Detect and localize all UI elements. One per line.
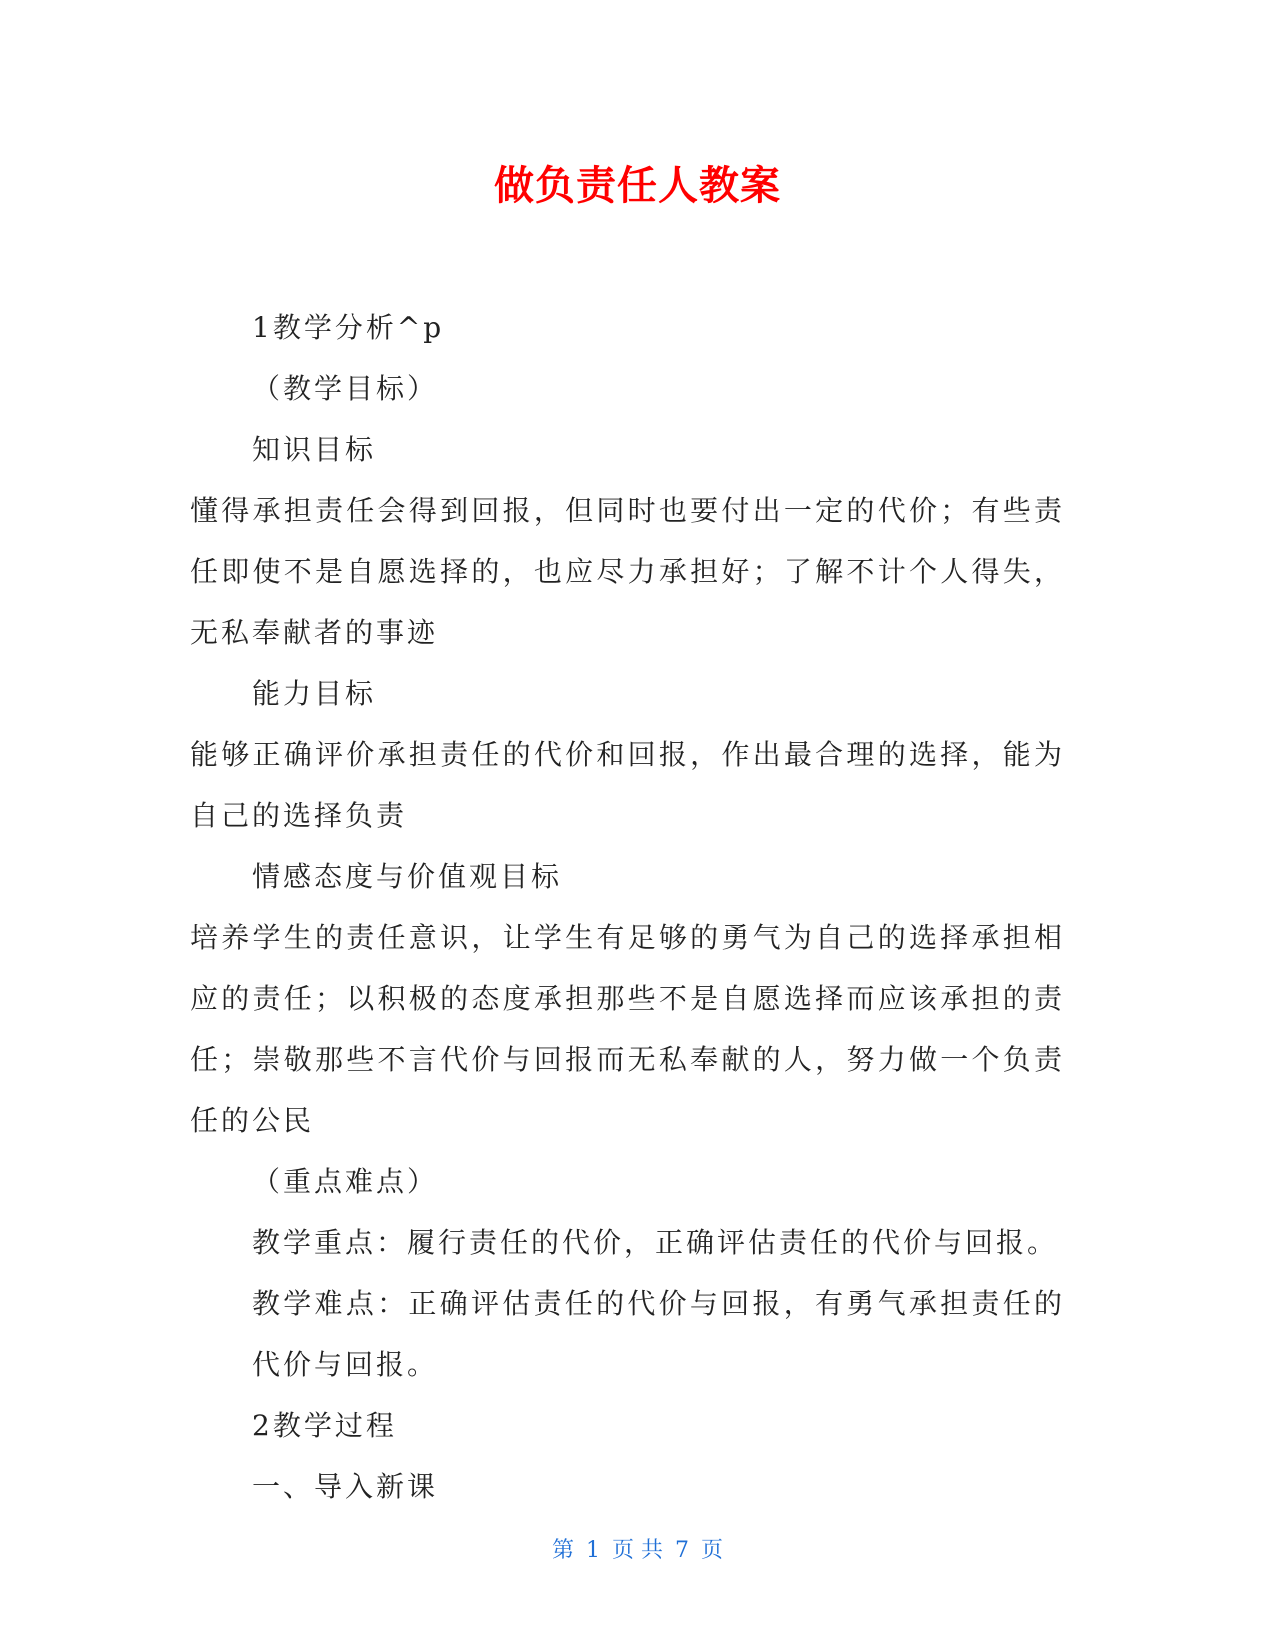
- page-footer: [0, 1536, 1275, 1566]
- paragraph-attitude-goals: 培养学生的责任意识，让学生有足够的勇气为自己的选择承担相应的责任；以积极的态度承担那些不是自愿选择而应该承担的责任；崇敬那些不言代价与回报而无私奉献的人，努力做一个负责任的公民: [190, 921, 1065, 1137]
- footer-label-end: 页: [701, 1538, 724, 1563]
- paragraph-heading-analysis: 1教学分析^p: [252, 311, 445, 344]
- paragraph-difficult-point: 教学难点：正确评估责任的代价与回报，有勇气承担责任的代价与回报。: [252, 1287, 1065, 1381]
- paragraph-ability-goals-heading: 能力目标: [252, 677, 377, 710]
- paragraph-teaching-goals: （教学目标）: [252, 372, 439, 405]
- document-body: [190, 297, 1065, 1517]
- paragraph-attitude-goals-heading: 情感态度与价值观目标: [252, 860, 563, 893]
- document-title: 做负责任人教案: [494, 163, 781, 209]
- paragraph-key-points-heading: （重点难点）: [252, 1165, 439, 1198]
- paragraph-process-heading: 2教学过程: [252, 1409, 397, 1442]
- paragraph-intro-heading: 一、导入新课: [252, 1470, 439, 1503]
- paragraph-ability-goals: 能够正确评价承担责任的代价和回报，作出最合理的选择，能为自己的选择负责: [190, 738, 1065, 832]
- footer-current-page: 1: [586, 1538, 600, 1563]
- paragraph-key-point: 教学重点：履行责任的代价，正确评估责任的代价与回报。: [252, 1226, 1059, 1259]
- paragraph-knowledge-goals: 懂得承担责任会得到回报，但同时也要付出一定的代价；有些责任即使不是自愿选择的，也应尽力承担好；了解不计个人得失，无私奉献者的事迹: [190, 494, 1065, 649]
- footer-label-of: 页 共: [612, 1538, 663, 1563]
- footer-label-page: 第: [551, 1538, 574, 1563]
- footer-total-pages: 7: [675, 1538, 689, 1563]
- paragraph-knowledge-goals-heading: 知识目标: [252, 433, 377, 466]
